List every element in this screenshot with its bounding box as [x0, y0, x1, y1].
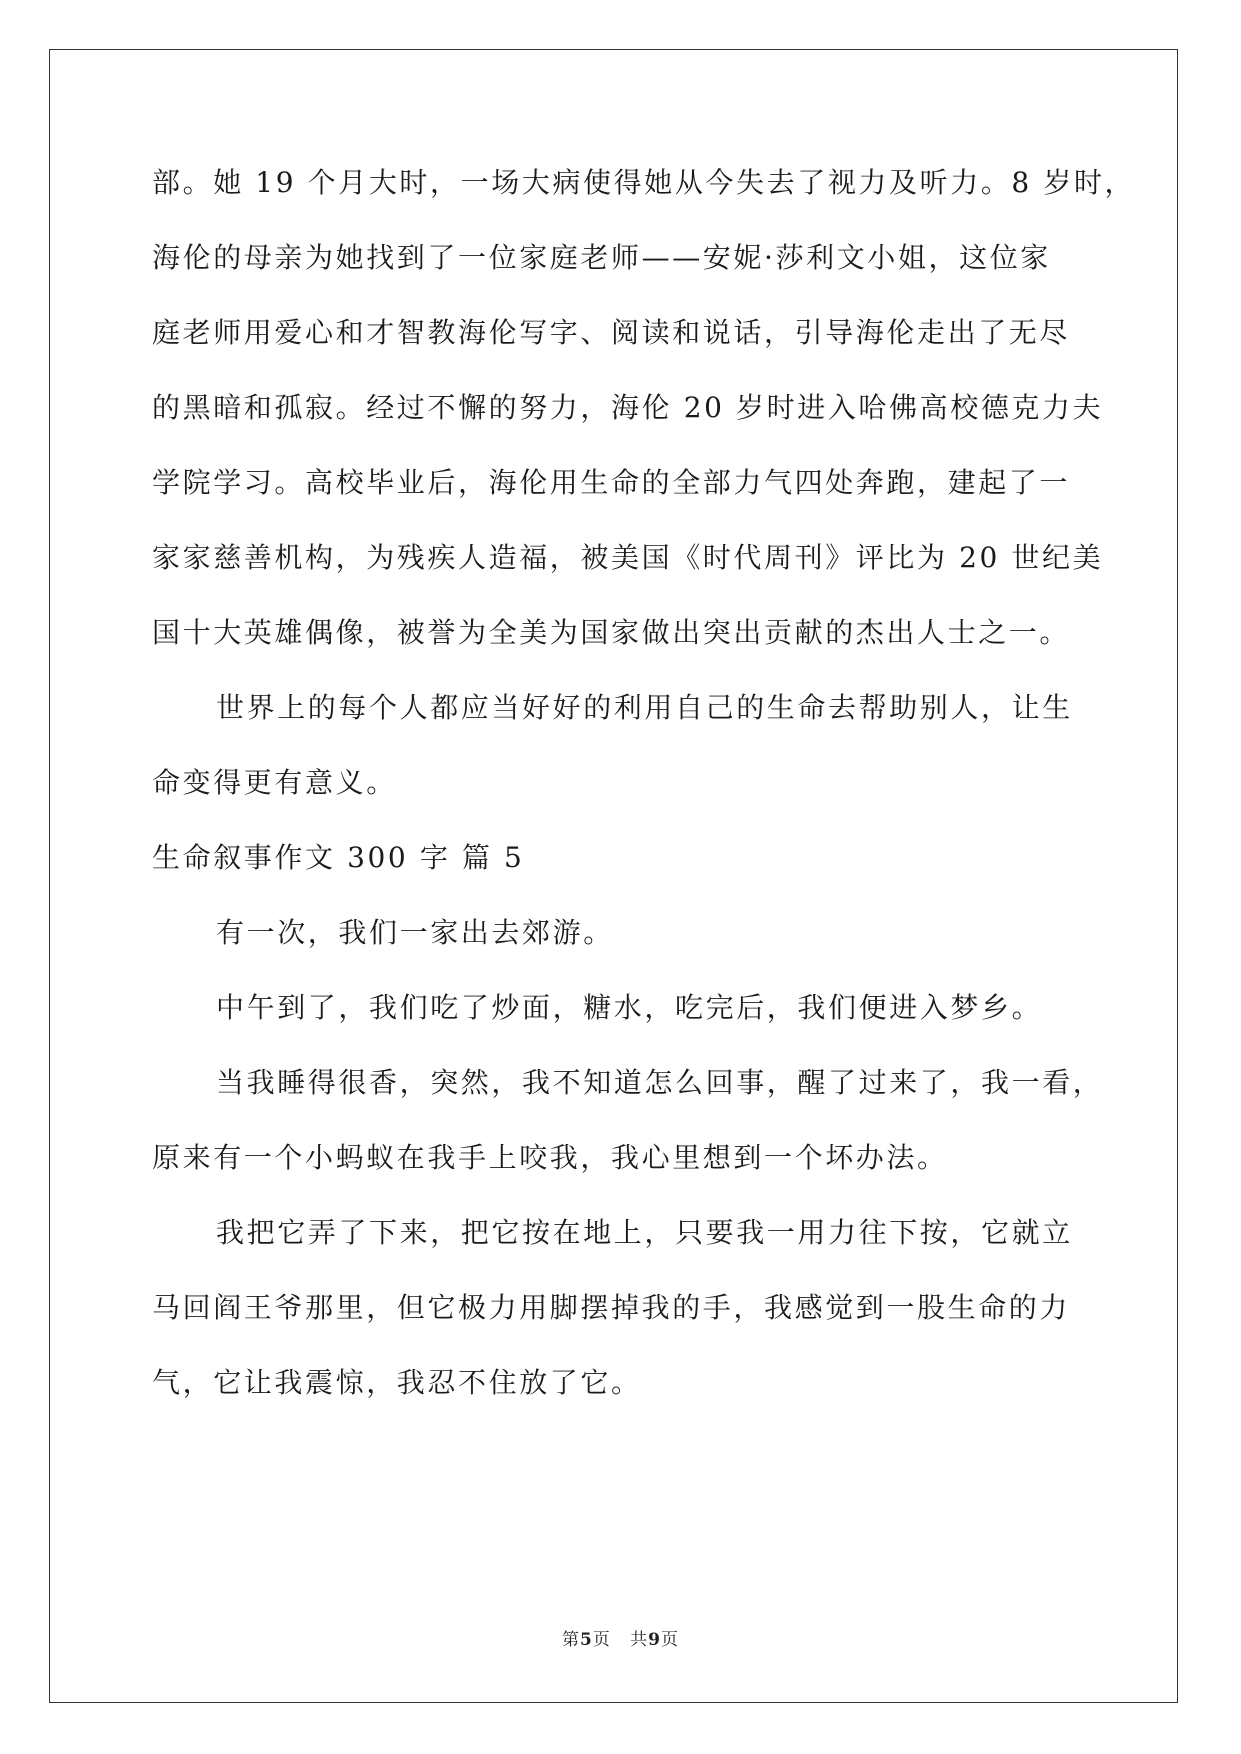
section-heading: 生命叙事作文 300 字 篇 5	[152, 841, 525, 874]
current-page-number: 5	[580, 1630, 593, 1650]
paragraph-start-line: 中午到了，我们吃了炒面，糖水，吃完后，我们便进入梦乡。	[216, 991, 1043, 1024]
text-line: 原来有一个小蚂蚁在我手上咬我，我心里想到一个坏办法。	[152, 1141, 948, 1174]
text-line: 海伦的母亲为她找到了一位家庭老师——安妮·莎利文小姐，这位家	[152, 241, 1051, 274]
text-line: 部。她 19 个月大时，一场大病使得她从今失去了视力及听力。8 岁时，	[152, 166, 1136, 199]
paragraph-start-line: 世界上的每个人都应当好好的利用自己的生命去帮助别人，让生	[216, 691, 1073, 724]
paragraph-start-line: 我把它弄了下来，把它按在地上，只要我一用力往下按，它就立	[216, 1216, 1073, 1249]
document-body	[152, 165, 1136, 1440]
page-footer	[0, 1625, 1241, 1650]
text-line: 学院学习。高校毕业后，海伦用生命的全部力气四处奔跑，建起了一	[152, 466, 1071, 499]
paragraph-start-line: 当我睡得很香，突然，我不知道怎么回事，醒了过来了，我一看，	[216, 1066, 1104, 1099]
paragraph-start-line: 有一次，我们一家出去郊游。	[216, 916, 614, 949]
text-line: 庭老师用爱心和才智教海伦写字、阅读和说话，引导海伦走出了无尽	[152, 316, 1071, 349]
text-line: 国十大英雄偶像，被誉为全美为国家做出突出贡献的杰出人士之一。	[152, 616, 1071, 649]
text-line: 命变得更有意义。	[152, 766, 397, 799]
footer-suffix: 页	[660, 1630, 679, 1650]
text-line: 家家慈善机构，为残疾人造福，被美国《时代周刊》评比为 20 世纪美	[152, 541, 1104, 574]
text-line: 的黑暗和孤寂。经过不懈的努力，海伦 20 岁时进入哈佛高校德克力夫	[152, 391, 1104, 424]
footer-prefix: 第	[562, 1630, 581, 1650]
total-pages-number: 9	[648, 1630, 661, 1650]
text-line: 马回阎王爷那里，但它极力用脚摆掉我的手，我感觉到一股生命的力	[152, 1291, 1071, 1324]
text-line: 气，它让我震惊，我忍不住放了它。	[152, 1366, 642, 1399]
footer-middle: 页 共	[592, 1630, 649, 1650]
